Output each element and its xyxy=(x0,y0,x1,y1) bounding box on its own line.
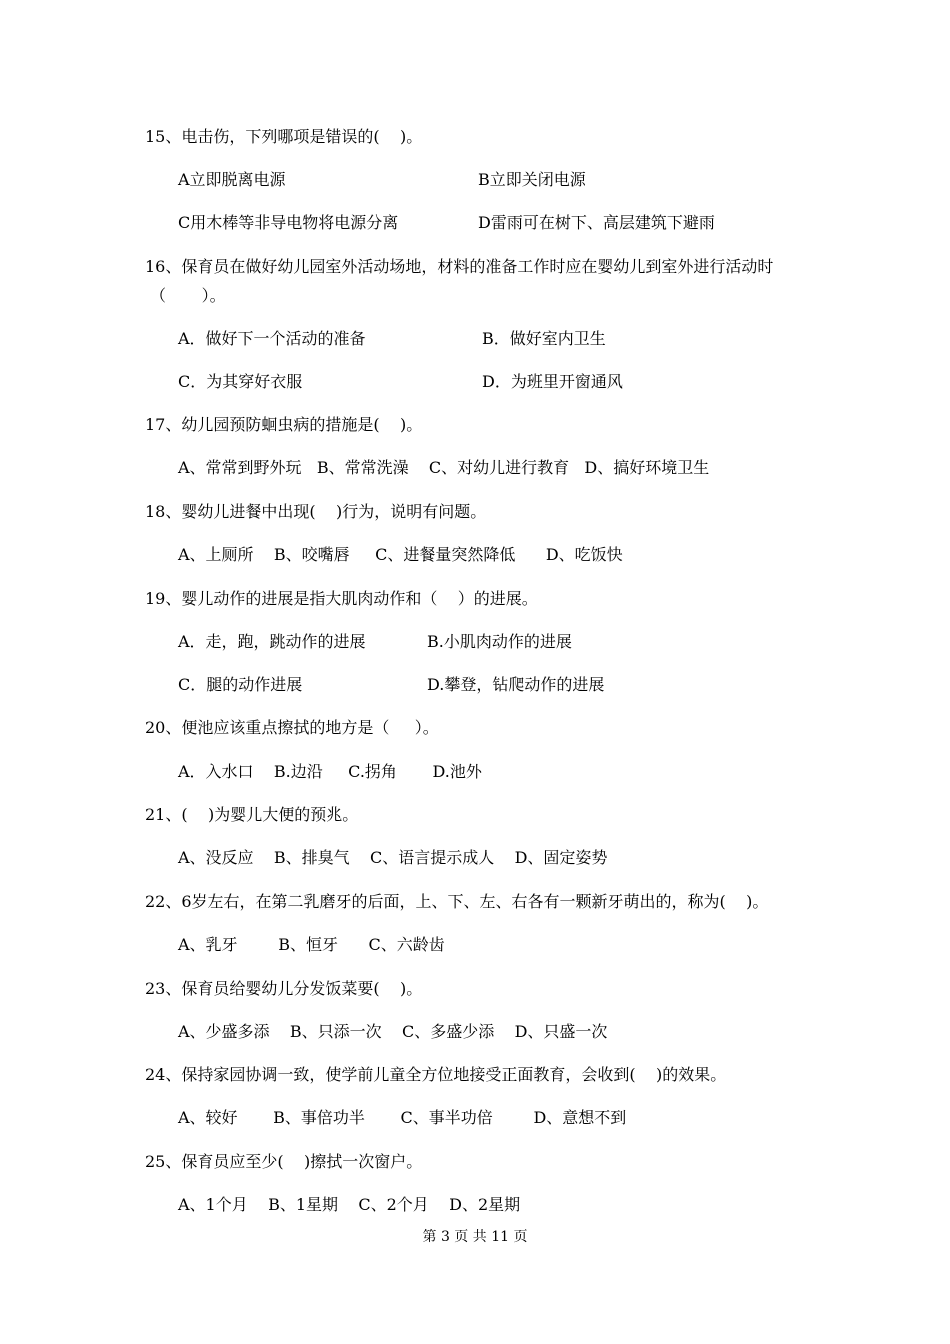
question-19: 19、婴儿动作的进展是指大肌肉动作和（ ）的进展。 xyxy=(145,589,538,608)
question-16-blank: （ ）。 xyxy=(150,286,226,305)
option-19c: C．腿的动作进展 xyxy=(178,675,303,694)
options-23: A、少盛多添 B、只添一次 C、多盛少添 D、只盛一次 xyxy=(178,1022,608,1041)
option-16b: B．做好室内卫生 xyxy=(482,329,606,348)
options-24: A、较好 B、事倍功半 C、事半功倍 D、意想不到 xyxy=(178,1108,627,1127)
options-22: A、乳牙 B、恒牙 C、六龄齿 xyxy=(178,935,445,954)
question-23: 23、保育员给婴幼儿分发饭菜要( )。 xyxy=(145,979,423,998)
options-20: A．入水口 B.边沿 C.拐角 D.池外 xyxy=(178,762,482,781)
options-17: A、常常到野外玩 B、常常洗澡 C、对幼儿进行教育 D、搞好环境卫生 xyxy=(178,458,710,477)
question-16: 16、保育员在做好幼儿园室外活动场地，材料的准备工作时应在婴幼儿到室外进行活动时 xyxy=(145,257,774,276)
option-15c: C用木棒等非导电物将电源分离 xyxy=(178,213,399,232)
options-18: A、上厕所 B、咬嘴唇 C、进餐量突然降低 D、吃饭快 xyxy=(178,545,623,564)
option-19d: D.攀登，钻爬动作的进展 xyxy=(427,675,605,694)
option-16a: A．做好下一个活动的准备 xyxy=(178,329,366,348)
question-17: 17、幼儿园预防蛔虫病的措施是( )。 xyxy=(145,415,423,434)
options-25: A、1个月 B、1星期 C、2个月 D、2星期 xyxy=(178,1195,521,1214)
question-21: 21、( )为婴儿大便的预兆。 xyxy=(145,805,359,824)
option-15b: B立即关闭电源 xyxy=(478,170,586,189)
option-15d: D雷雨可在树下、高层建筑下避雨 xyxy=(478,213,715,232)
page-footer: 第 3 页 共 11 页 xyxy=(422,1229,528,1245)
option-16d: D．为班里开窗通风 xyxy=(482,372,623,391)
option-19b: B.小肌肉动作的进展 xyxy=(427,632,572,651)
option-16c: C．为其穿好衣服 xyxy=(178,372,303,391)
question-18: 18、婴幼儿进餐中出现( )行为，说明有问题。 xyxy=(145,502,487,521)
option-19a: A．走，跑，跳动作的进展 xyxy=(178,632,366,651)
question-24: 24、保持家园协调一致，使学前儿童全方位地接受正面教育，会收到( )的效果。 xyxy=(145,1065,727,1084)
question-22: 22、6岁左右，在第二乳磨牙的后面，上、下、左、右各有一颗新牙萌出的，称为( )。 xyxy=(145,892,769,911)
question-20: 20、便池应该重点擦拭的地方是（ ）。 xyxy=(145,718,439,737)
question-15: 15、电击伤，下列哪项是错误的( )。 xyxy=(145,127,423,146)
option-15a: A立即脱离电源 xyxy=(178,170,286,189)
options-21: A、没反应 B、排臭气 C、语言提示成人 D、固定姿势 xyxy=(178,848,608,867)
question-25: 25、保育员应至少( )擦拭一次窗户。 xyxy=(145,1152,423,1171)
